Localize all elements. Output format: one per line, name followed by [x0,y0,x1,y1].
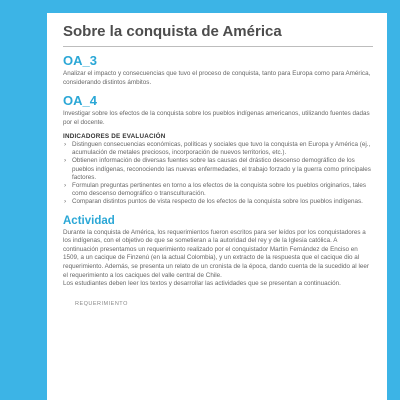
indicator-text: Distinguen consecuencias económicas, políticas y sociales que tuvo la conquista en Europa y América (ej., acumulación de metales preciosos, incorporación de nuevos territorios, etc.). [72,141,371,157]
requerimiento-subheading: REQUERIMIENTO [75,300,128,307]
document-page [47,13,387,400]
list-item [63,198,373,206]
list-item [63,141,373,157]
bullet-icon: › [64,141,67,148]
activity-paragraph: Los estudiantes deben leer los textos y desarrollar las actividades que se presentan a continuación. [63,280,341,288]
bullet-icon: › [64,182,67,190]
page-title: Sobre la conquista de América [63,23,282,40]
activity-paragraph: Durante la conquista de América, los requerimientos fueron escritos para ser leídos por los conquistadores a los indígenas, con el objetivo de que se sometieran a la autoridad del rey y de la Iglesia católica. A continuación presentamos un requerimiento realizado por el conquistador Martín Fernández de Enciso en 1509, a un cacique de Finzenú (en la actual Colombia), y un extracto de la respuesta que el cacique dio al requerimiento. Además, se presenta un relato de un cronista de la época, dando cuenta de la sucedido al leer el requerimiento a los caciques del valle central de Chile. [63,228,369,279]
title-divider [63,46,373,47]
objective-code: OA_3 [63,53,97,68]
activity-title: Actividad [63,214,115,227]
bullet-icon: › [64,198,67,206]
indicators-heading: INDICADORES DE EVALUACIÓN [63,133,166,140]
objective-oa4 [63,93,373,127]
objective-text: Investigar sobre los efectos de la conquista sobre los pueblos indígenas americanos, utilizando fuentes dadas por el docente. [63,110,370,126]
indicators-list [63,141,373,207]
objective-text: Analizar el impacto y consecuencias que tuvo el proceso de conquista, tanto para Europa como para América, considerando distintos ámbitos. [63,70,371,86]
indicator-text: Formulan preguntas pertinentes en torno a los efectos de la conquista sobre los pueblos originarios, tales como descenso demográfico o transculturación. [72,182,367,198]
list-item [63,157,373,182]
list-item [63,182,373,198]
objective-code: OA_4 [63,93,97,108]
bullet-icon: › [64,157,67,165]
indicator-text: Obtienen información de diversas fuentes sobre las causas del drástico descenso demográfico de los pueblos indígenas, reconociendo las nuevas enfermedades, el trabajo forzado y la guerra como principales factores. [72,157,371,181]
indicator-text: Comparan distintos puntos de vista respecto de los efectos de la conquista sobre los pueblos indígenas. [72,198,363,206]
objective-oa3 [63,53,373,87]
